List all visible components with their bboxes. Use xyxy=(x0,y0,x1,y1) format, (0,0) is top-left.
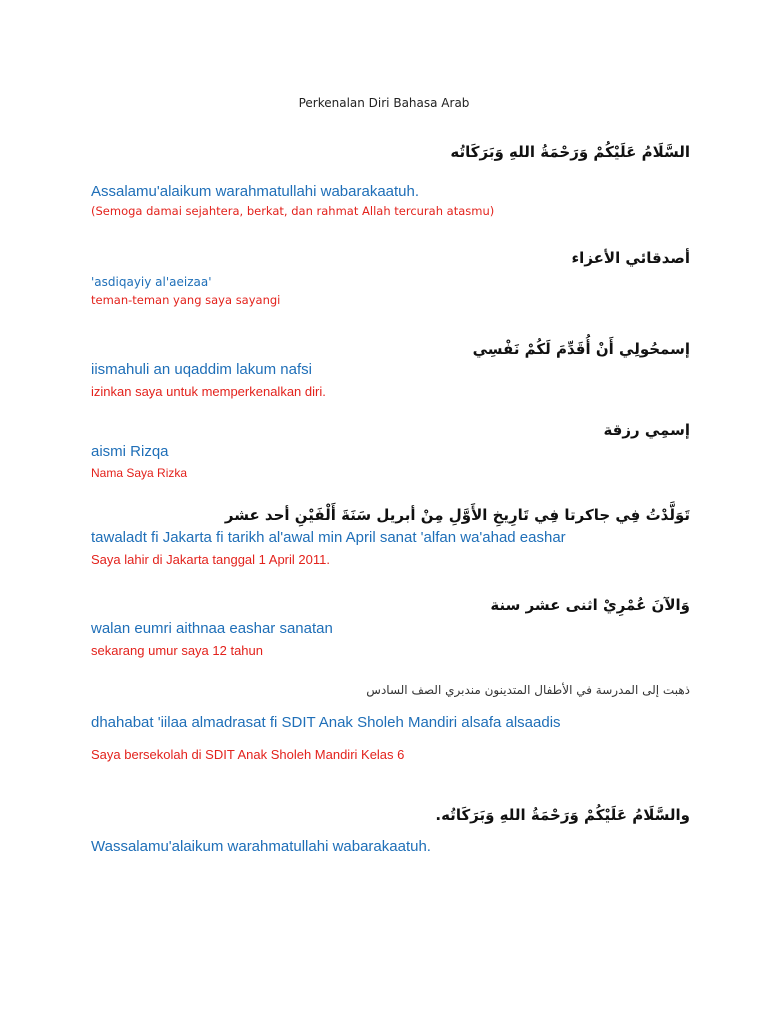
transliteration-closing: Wassalamu'alaikum warahmatullahi wabarakaatuh. xyxy=(91,838,431,855)
translation-permission: izinkan saya untuk memperkenalkan diri. xyxy=(91,384,326,399)
translation-school: Saya bersekolah di SDIT Anak Sholeh Mandiri Kelas 6 xyxy=(91,747,405,762)
translation-greeting: (Semoga damai sejahtera, berkat, dan rahmat Allah tercurah atasmu) xyxy=(91,204,495,218)
translation-age: sekarang umur saya 12 tahun xyxy=(91,643,263,658)
transliteration-greeting: Assalamu'alaikum warahmatullahi wabarakaatuh. xyxy=(91,183,420,200)
arabic-name: إسمِي رزقة xyxy=(603,421,690,439)
arabic-permission: إسمحُولِي أَنْ أُقَدِّمَ لَكُمْ نَفْسِي xyxy=(472,340,690,358)
transliteration-friends: 'asdiqayiy al'aeizaa' xyxy=(91,275,212,289)
arabic-friends: أصدقائي الأعزاء xyxy=(571,249,690,267)
arabic-closing: والسَّلَامُ عَلَيْكُمْ وَرَحْمَةُ اللهِ وَبَرَكَاتُه. xyxy=(435,806,690,824)
transliteration-age: walan eumri aithnaa eashar sanatan xyxy=(91,620,333,637)
arabic-age: وَالآنَ عُمْرِيْ اثنى عشر سنة xyxy=(490,596,690,614)
translation-birth: Saya lahir di Jakarta tanggal 1 April 2011. xyxy=(91,552,330,567)
transliteration-permission: iismahuli an uqaddim lakum nafsi xyxy=(91,361,312,378)
arabic-school: ذهبت إلى المدرسة في الأطفال المتدينون مندبري الصف السادس xyxy=(366,683,690,697)
page-title: Perkenalan Diri Bahasa Arab xyxy=(298,96,470,110)
transliteration-school: dhahabat 'iilaa almadrasat fi SDIT Anak Sholeh Mandiri alsafa alsaadis xyxy=(91,714,561,731)
transliteration-birth: tawaladt fi Jakarta fi tarikh al'awal min April sanat 'alfan wa'ahad eashar xyxy=(91,529,566,546)
transliteration-name: aismi Rizqa xyxy=(91,443,169,460)
translation-name: Nama Saya Rizka xyxy=(91,466,188,480)
translation-friends: teman-teman yang saya sayangi xyxy=(91,293,281,307)
arabic-birth: تَوَلَّدْتُ فِي جاكرتا فِي تَارِيخِ الأَوَّلِ مِنْ أبريل سَنَةَ أَلْفَيْنِ أحد عشر xyxy=(224,506,690,524)
arabic-greeting: السَّلَامُ عَلَيْكُمْ وَرَحْمَةُ اللهِ وَبَرَكَاتُه xyxy=(450,143,690,161)
